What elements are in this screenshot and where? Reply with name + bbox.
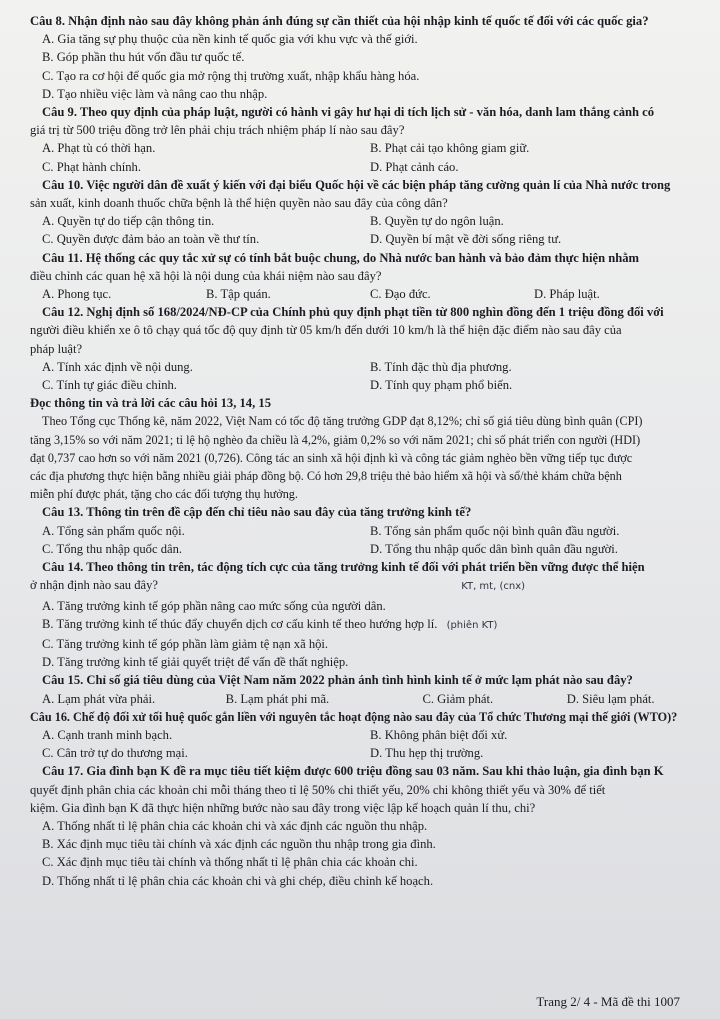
- options-row: [30, 358, 698, 376]
- options-row: [30, 285, 698, 303]
- question-stem-cont: sản xuất, kinh doanh thuốc chữa bệnh là thể hiện quyền nào sau đây của công dân?: [30, 196, 448, 211]
- handwritten-note: KT, mt, (cnx): [461, 581, 526, 593]
- reading-section: [30, 394, 698, 503]
- option-b: B. Không phân biệt đối xử.: [370, 727, 508, 742]
- question-13: [30, 503, 698, 558]
- option-b: B. Tập quán.: [206, 287, 271, 302]
- question-stem: Câu 9. Theo quy định của pháp luật, người có hành vi gây hư hại di tích lịch sử - văn hóa, danh lam thắng cảnh có: [42, 105, 655, 120]
- option-c: C. Giảm phát.: [422, 691, 494, 706]
- stem-text: ở nhận định nào sau đây?: [30, 578, 159, 593]
- option-d: D. Tăng trưởng kinh tế giải quyết triệt để vấn đề thất nghiệp.: [42, 655, 349, 670]
- option-a: A. Thống nhất tỉ lệ phân chia các khoản chi và xác định các nguồn thu nhập.: [42, 818, 428, 833]
- passage-line: Theo Tổng cục Thống kê, năm 2022, Việt Nam có tốc độ tăng trưởng GDP đạt 8,12%; chỉ số giá tiêu dùng bình quân (CPI): [42, 414, 643, 429]
- option-d: D. Thống nhất tỉ lệ phân chia các khoản chi và ghi chép, điều chỉnh kế hoạch.: [42, 873, 434, 888]
- options-row: [30, 522, 698, 540]
- option-b: B. Xác định mục tiêu tài chính và xác định các nguồn thu nhập trong gia đình.: [42, 837, 436, 852]
- question-stem: Câu 10. Việc người dân đề xuất ý kiến với đại biểu Quốc hội về các biện pháp tăng cường quản lí của Nhà nước trong: [42, 177, 671, 192]
- options-row: [30, 744, 698, 762]
- option-d: D. Quyền bí mật về đời sống riêng tư.: [370, 232, 562, 247]
- passage-line: các địa phương thực hiện bằng nhiều giải pháp đồng bộ. Có hơn 29,8 triệu thẻ bảo hiểm xã hội và sổ/thẻ khám chữa bệnh: [30, 469, 622, 484]
- option-a: A. Lạm phát vừa phải.: [42, 691, 156, 706]
- question-stem: Câu 11. Hệ thống các quy tắc xử sự có tính bắt buộc chung, do Nhà nước ban hành và bảo đảm thực hiện nhằm: [42, 250, 640, 265]
- question-stem: Câu 15. Chỉ số giá tiêu dùng của Việt Nam năm 2022 phản ánh tình hình kinh tế ở mức lạm phát nào sau đây?: [42, 673, 633, 688]
- options-row: [30, 540, 698, 558]
- passage-line: đạt 0,737 cao hơn so với năm 2021 (0,726). Công tác an sinh xã hội định kì và công tác giảm nghèo bền vững tiếp tục được: [30, 450, 633, 465]
- question-stem: Câu 16. Chế độ đối xử tối huệ quốc gắn liền với nguyên tắc hoạt động nào sau đây của Tổ chức Thương mại thế giới (WTO)?: [30, 709, 678, 724]
- option-b: B. Lạm phát phi mã.: [225, 691, 330, 706]
- options-row: [30, 230, 698, 248]
- question-stem-cont: người điều khiển xe ô tô chạy quá tốc độ quy định từ 05 km/h đến dưới 10 km/h là thể hiện đặc điểm nào sau đây của: [30, 323, 622, 338]
- options-row: [30, 376, 698, 394]
- passage-line: tăng 3,15% so với năm 2021; tỉ lệ hộ nghèo đa chiều là 4,2%, giảm 0,2% so với năm 2021; chỉ số phát triển con người (HDI): [30, 432, 641, 447]
- question-17: [30, 762, 698, 889]
- option-d: D. Phạt cảnh cáo.: [370, 159, 459, 174]
- question-12: [30, 303, 698, 394]
- option-c: C. Phạt hành chính.: [42, 159, 141, 174]
- option-b: B. Phạt cải tạo không giam giữ.: [370, 141, 530, 156]
- question-16: [30, 708, 698, 763]
- options-row: [30, 726, 698, 744]
- option-d: D. Pháp luật.: [534, 287, 600, 302]
- question-stem: Câu 14. Theo thông tin trên, tác động tích cực của tăng trưởng kinh tế đối với phát triển bền vững được thể hiện: [42, 560, 645, 575]
- option-d: D. Siêu lạm phát.: [566, 691, 655, 706]
- options-row: [30, 212, 698, 230]
- option-b: B. Góp phần thu hút vốn đầu tư quốc tế.: [42, 50, 245, 65]
- option-a: A. Cạnh tranh minh bạch.: [42, 727, 173, 742]
- question-stem-cont: pháp luật?: [30, 341, 83, 356]
- question-stem: Câu 13. Thông tin trên đề cập đến chỉ tiêu nào sau đây của tăng trưởng kinh tế?: [42, 505, 472, 520]
- page-footer: Trang 2/ 4 - Mã đề thi 1007: [536, 993, 680, 1009]
- option-b-row: [30, 615, 698, 635]
- option-b: B. Quyền tự do ngôn luận.: [370, 214, 504, 229]
- option-c: C. Cân trở tự do thương mại.: [42, 746, 188, 761]
- option-a: A. Tính xác định về nội dung.: [42, 359, 193, 374]
- question-14: [30, 558, 698, 671]
- option-b: B. Tăng trưởng kinh tế thúc đẩy chuyển dịch cơ cấu kinh tế theo hướng hợp lí.: [42, 616, 438, 631]
- question-stem: Câu 12. Nghị định số 168/2024/NĐ-CP của Chính phủ quy định phạt tiền từ 800 nghìn đồng đến 1 triệu đồng đối với: [42, 305, 664, 320]
- question-15: [30, 671, 698, 707]
- question-10: [30, 176, 698, 249]
- option-c: C. Tính tự giác điều chỉnh.: [42, 378, 177, 393]
- question-9: [30, 103, 698, 176]
- option-a: A. Gia tăng sự phụ thuộc của nền kinh tế quốc gia với khu vực và thế giới.: [42, 32, 418, 47]
- passage-line: miễn phí được phát, tặng cho các đối tượng thụ hưởng.: [30, 487, 298, 502]
- question-stem-cont: kiệm. Gia đình bạn K đã thực hiện những bước nào sau đây trong việc lập kế hoạch quản lí thu, chi?: [30, 800, 536, 815]
- option-c: C. Quyền được đảm bảo an toàn về thư tín.: [42, 232, 260, 247]
- handwritten-note: (phiên KT): [446, 619, 498, 631]
- options-row: [30, 139, 698, 157]
- option-d: D. Tổng thu nhập quốc dân bình quân đầu người.: [370, 541, 618, 556]
- options-row: [30, 690, 698, 708]
- option-c: C. Đạo đức.: [370, 287, 431, 302]
- option-a: A. Quyền tự do tiếp cận thông tin.: [42, 214, 215, 229]
- question-8: [30, 12, 698, 103]
- question-stem-cont: [30, 576, 698, 596]
- question-11: [30, 249, 698, 304]
- option-c: C. Tăng trưởng kinh tế góp phần làm giảm tệ nạn xã hội.: [42, 636, 329, 651]
- option-a: A. Phạt tù có thời hạn.: [42, 141, 156, 156]
- option-d: D. Tính quy phạm phổ biến.: [370, 378, 513, 393]
- question-stem-cont: giá trị từ 500 triệu đồng trở lên phải chịu trách nhiệm pháp lí nào sau đây?: [30, 123, 405, 138]
- option-c: C. Tạo ra cơ hội để quốc gia mở rộng thị trường xuất, nhập khẩu hàng hóa.: [42, 68, 420, 83]
- question-stem: Câu 8. Nhận định nào sau đây không phản ánh đúng sự cần thiết của hội nhập kinh tế quốc tế đối với các quốc gia?: [30, 14, 649, 28]
- option-b: B. Tổng sản phẩm quốc nội bình quân đầu người.: [370, 523, 620, 538]
- option-a: A. Phong tục.: [42, 287, 112, 302]
- section-title: Đọc thông tin và trả lời các câu hỏi 13, 14, 15: [30, 396, 271, 411]
- question-stem: Câu 17. Gia đình bạn K đề ra mục tiêu tiết kiệm được 600 triệu đồng sau 03 năm. Sau khi thảo luận, gia đình bạn K: [42, 764, 664, 779]
- option-d: D. Tạo nhiều việc làm và nâng cao thu nhập.: [42, 86, 268, 101]
- option-b: B. Tính đặc thù địa phương.: [370, 359, 512, 374]
- option-c: C. Xác định mục tiêu tài chính và thống nhất tỉ lệ phân chia các khoản chi.: [42, 855, 418, 870]
- options-row: [30, 158, 698, 176]
- option-a: A. Tổng sản phẩm quốc nội.: [42, 523, 185, 538]
- option-a: A. Tăng trưởng kinh tế góp phần nâng cao mức sống của người dân.: [42, 598, 386, 613]
- option-c: C. Tổng thu nhập quốc dân.: [42, 541, 183, 556]
- question-stem-cont: điều chỉnh các quan hệ xã hội là nội dung của khái niệm nào sau đây?: [30, 268, 382, 283]
- option-d: D. Thu hẹp thị trường.: [370, 746, 484, 761]
- question-stem-cont: quyết định phân chia các khoản chi mỗi tháng theo tỉ lệ 50% chi thiết yếu, 20% chi không thiết yếu và 30% để tiết: [30, 782, 606, 797]
